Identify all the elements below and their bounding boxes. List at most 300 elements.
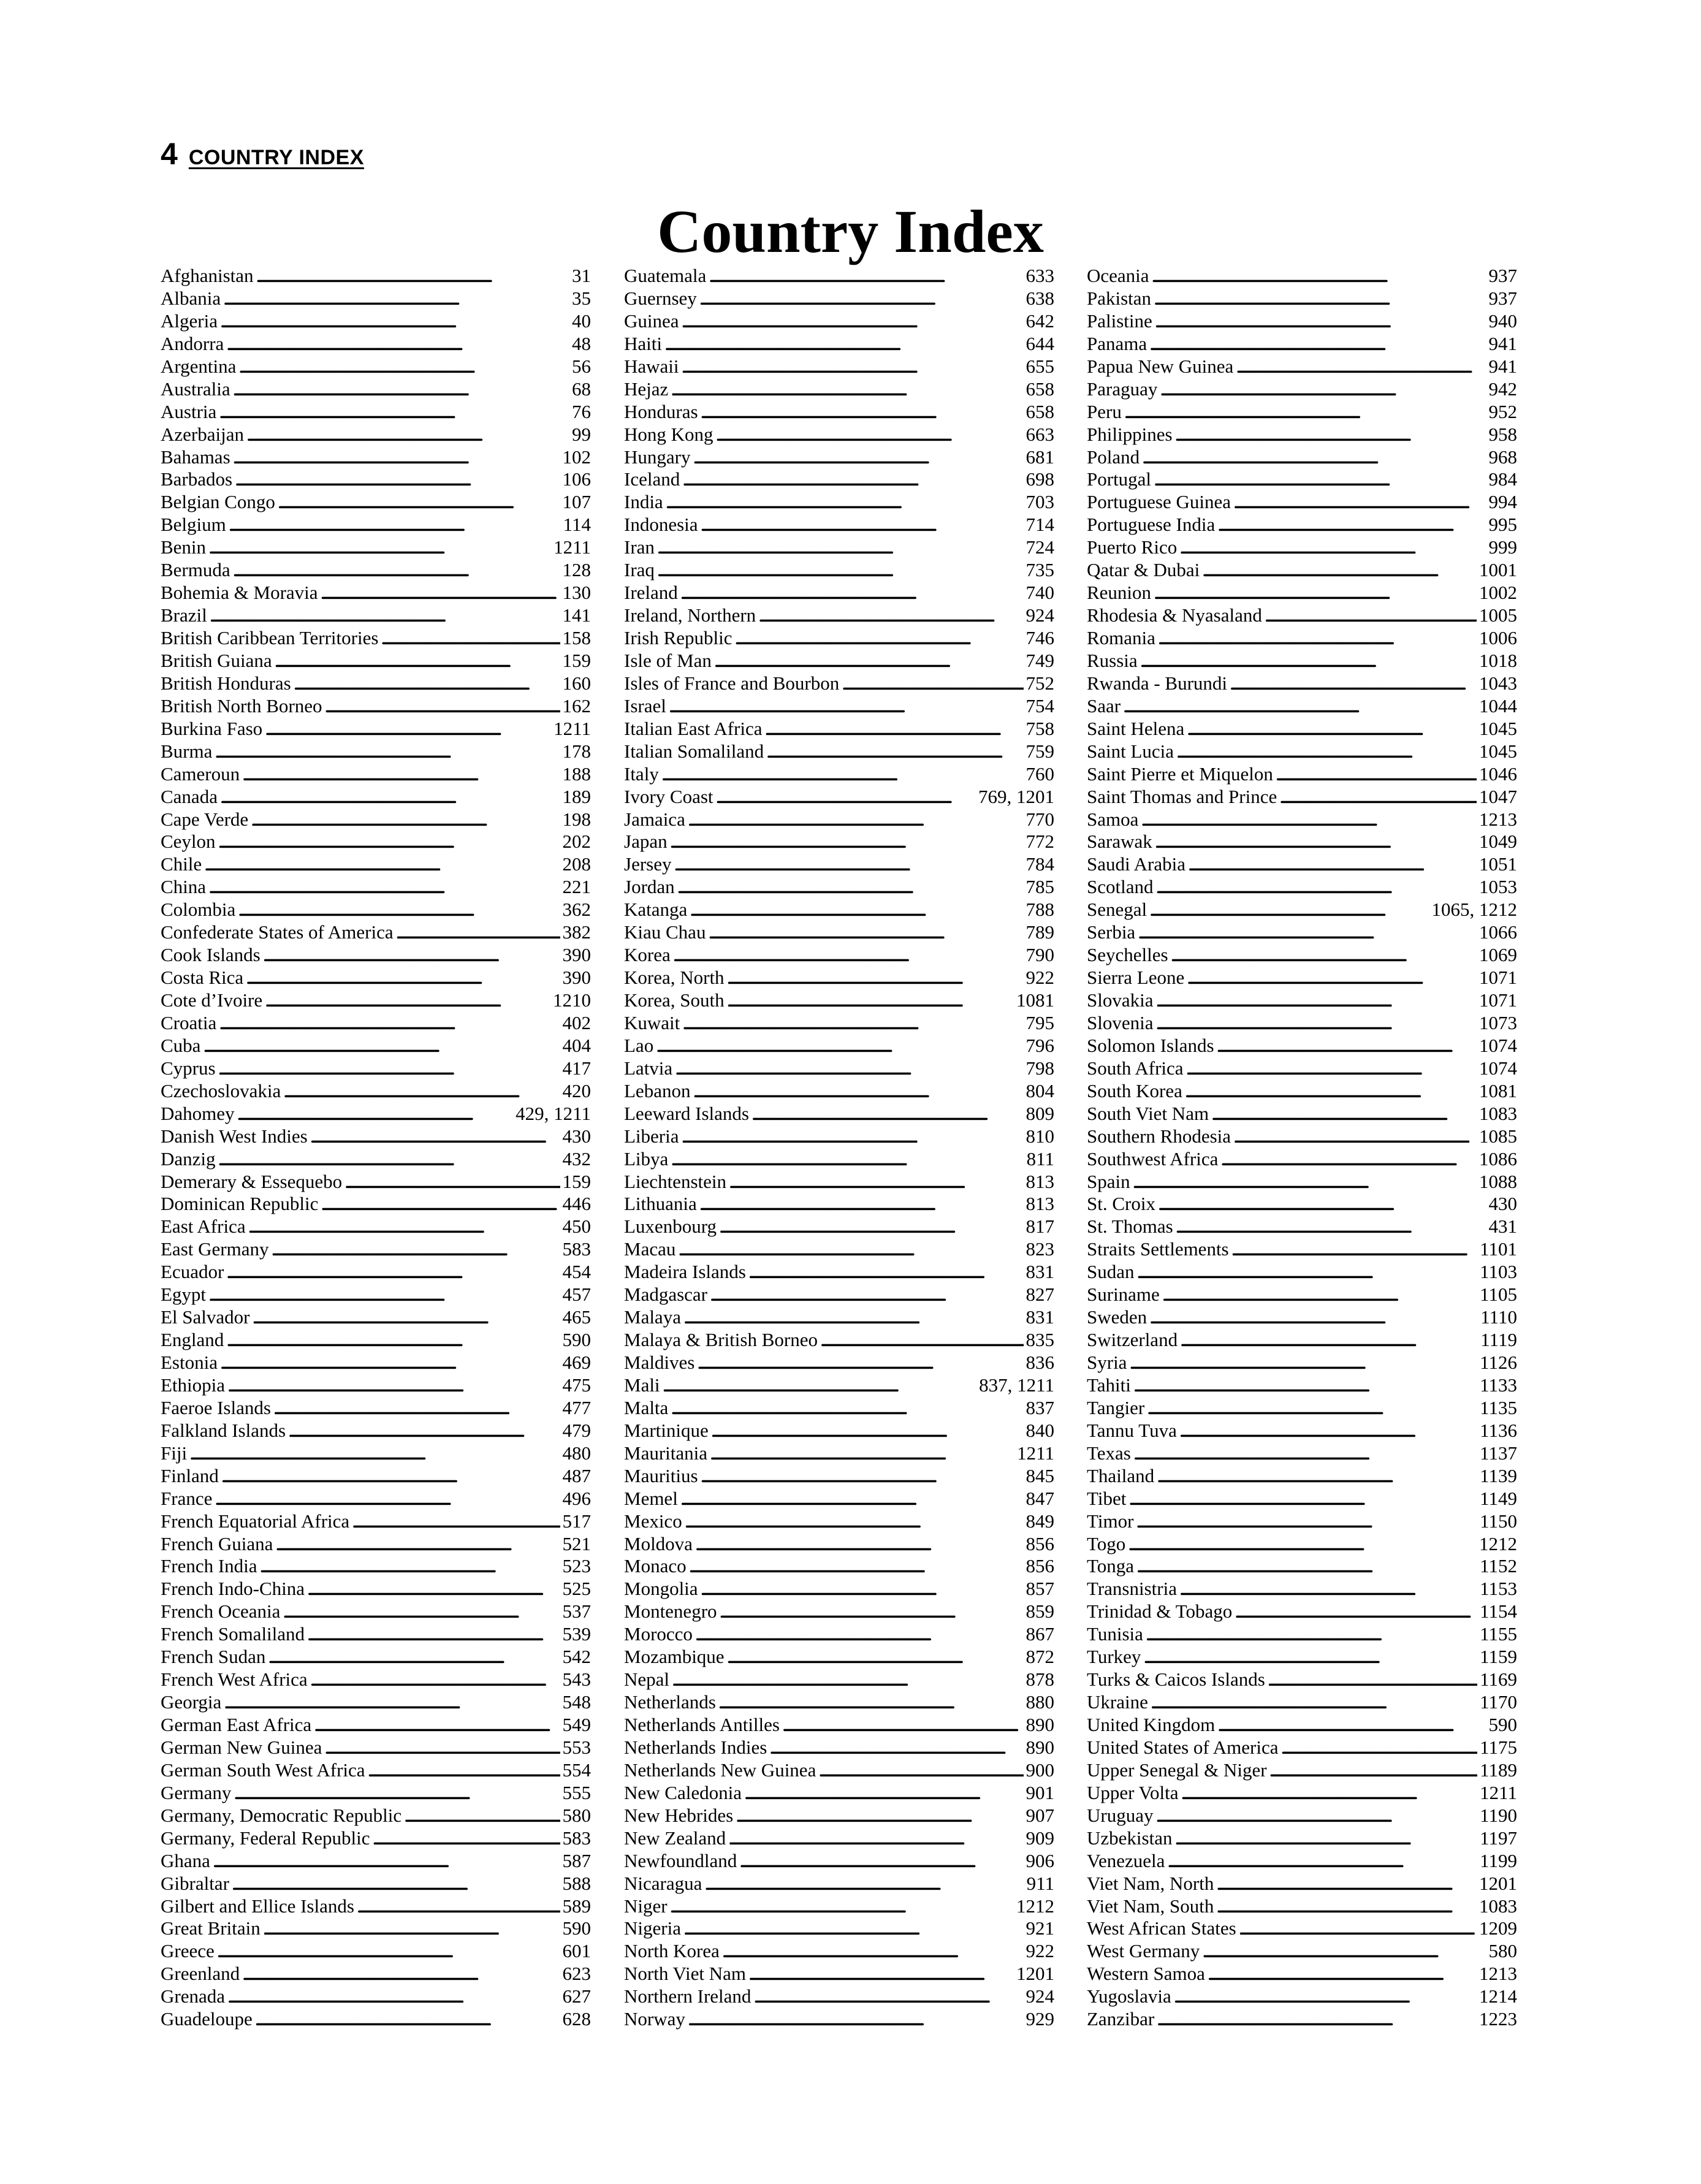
country-name: Estonia: [161, 1352, 218, 1373]
dot-leader: [1172, 1827, 1477, 1850]
index-entry: [1087, 809, 1517, 831]
dot-leader: [1214, 1035, 1477, 1057]
page-ref: 847: [1026, 1487, 1054, 1509]
country-name: Latvia: [624, 1057, 673, 1079]
index-entry: [161, 1963, 591, 1985]
index-entry: [161, 333, 591, 356]
dot-leader: [672, 1057, 1023, 1080]
country-name: Qatar & Dubai: [1087, 559, 1200, 581]
country-name: Switzerland: [1087, 1329, 1178, 1351]
index-entry: [624, 1759, 1054, 1782]
dot-leader: [675, 876, 1024, 899]
dot-leader: [746, 1963, 1014, 1985]
dot-leader: [226, 514, 561, 536]
country-name: Lithuania: [624, 1193, 697, 1215]
dot-leader: [1178, 1329, 1478, 1352]
page-ref: 724: [1026, 536, 1054, 558]
index-entry: [161, 1691, 591, 1714]
index-entry: [1087, 1329, 1517, 1352]
dot-leader: [281, 1080, 560, 1103]
dot-leader: [1267, 1759, 1478, 1782]
dot-leader: [246, 1216, 560, 1238]
dot-leader: [1215, 1714, 1486, 1737]
dot-leader: [733, 627, 1024, 650]
dot-leader: [1227, 672, 1477, 695]
page-ref: 1081: [1479, 1079, 1517, 1102]
country-name: Macau: [624, 1238, 676, 1260]
page-ref: 642: [1026, 310, 1054, 332]
index-entry: [161, 740, 591, 763]
page-ref: 159: [562, 1170, 591, 1192]
country-name: Germany, Federal Republic: [161, 1827, 370, 1849]
index-entry: [1087, 1148, 1517, 1171]
page-ref: 849: [1026, 1510, 1054, 1532]
index-entry: [1087, 876, 1517, 899]
page-ref: 1002: [1479, 582, 1517, 604]
index-entry: [161, 1171, 591, 1193]
dot-leader: [218, 1352, 560, 1374]
index-entry: [1087, 265, 1517, 287]
country-name: Kiau Chau: [624, 921, 706, 943]
country-name: Moldova: [624, 1532, 693, 1554]
index-entry: [161, 1714, 591, 1737]
dot-leader: [716, 1691, 1024, 1714]
index-entry: [624, 1103, 1054, 1125]
page-ref: 141: [562, 604, 591, 626]
dot-leader: [1173, 1216, 1486, 1238]
index-entry: [1087, 1940, 1517, 1963]
page-ref: 840: [1026, 1419, 1054, 1441]
index-entry: [624, 1080, 1054, 1103]
country-name: Guadeloupe: [161, 2008, 253, 2030]
page-ref: 1154: [1480, 1600, 1517, 1623]
dot-leader: [1160, 1284, 1477, 1306]
country-name: Reunion: [1087, 582, 1152, 604]
dot-leader: [215, 1940, 560, 1963]
page-ref: 1005: [1479, 604, 1517, 626]
country-name: British Honduras: [161, 672, 291, 694]
country-name: El Salvador: [161, 1306, 250, 1328]
index-entry: [1087, 310, 1517, 333]
dot-leader: [229, 1873, 560, 1895]
country-name: Serbia: [1087, 921, 1136, 943]
page-ref: 158: [562, 627, 591, 649]
country-name: Israel: [624, 694, 666, 717]
dot-leader: [725, 967, 1024, 989]
page-ref: 402: [562, 1011, 591, 1033]
page-ref: 590: [562, 1917, 591, 1939]
dot-leader: [1265, 1668, 1477, 1691]
country-name: Canada: [161, 785, 218, 807]
country-name: Puerto Rico: [1087, 536, 1178, 558]
country-name: Sweden: [1087, 1306, 1147, 1328]
dot-leader: [1215, 514, 1486, 536]
index-entry: [624, 1533, 1054, 1556]
index-entry: [1087, 989, 1517, 1012]
page-ref: 789: [1026, 921, 1054, 943]
country-name: Austria: [161, 400, 217, 422]
dot-leader: [1147, 333, 1486, 356]
index-entry: [161, 1805, 591, 1827]
country-name: Iceland: [624, 468, 680, 490]
index-entry: [624, 424, 1054, 446]
index-entry: [1087, 627, 1517, 650]
dot-leader: [378, 627, 560, 650]
country-name: Korea, South: [624, 989, 725, 1011]
index-entry: [1087, 740, 1517, 763]
country-name: Ireland: [624, 582, 678, 604]
dot-leader: [1127, 1352, 1477, 1374]
index-entry: [624, 1985, 1054, 2008]
dot-leader: [681, 1306, 1024, 1329]
index-entry: [624, 1261, 1054, 1284]
index-entry: [1087, 853, 1517, 876]
index-entry: [161, 514, 591, 536]
page-ref: 952: [1488, 400, 1517, 422]
index-entry: [1087, 1306, 1517, 1329]
index-entry: [624, 967, 1054, 989]
page-ref: 1018: [1479, 649, 1517, 671]
dot-leader: [244, 424, 569, 446]
page-ref: 922: [1026, 967, 1054, 989]
country-name: British North Borneo: [161, 694, 322, 717]
index-entry: [1087, 491, 1517, 514]
page-ref: 432: [562, 1147, 591, 1170]
index-entry: [624, 650, 1054, 672]
index-entry: [1087, 1533, 1517, 1556]
dot-leader: [717, 1216, 1024, 1238]
index-entry: [161, 1533, 591, 1556]
page-ref: 523: [562, 1555, 591, 1577]
country-name: Venezuela: [1087, 1849, 1165, 1871]
page-ref: 548: [562, 1691, 591, 1713]
dot-leader: [1154, 2008, 1477, 2031]
country-name: Dahomey: [161, 1102, 235, 1124]
dot-leader: [694, 1352, 1023, 1374]
country-name: Greece: [161, 1940, 215, 1962]
country-name: Solomon Islands: [1087, 1034, 1214, 1056]
page-ref: 1073: [1479, 1011, 1517, 1033]
page-ref: 1170: [1480, 1691, 1517, 1713]
page-ref: 1083: [1479, 1895, 1517, 1917]
running-head: [161, 136, 364, 172]
page-ref: 1149: [1480, 1487, 1517, 1509]
page-ref: 1209: [1479, 1917, 1517, 1939]
index-entry: [1087, 718, 1517, 740]
dot-leader: [764, 740, 1023, 763]
dot-leader: [262, 718, 551, 740]
index-entry: [624, 1216, 1054, 1238]
dot-leader: [698, 401, 1024, 424]
index-entry: [624, 853, 1054, 876]
page-number: 4: [161, 137, 178, 171]
page-ref: 1086: [1479, 1147, 1517, 1170]
dot-leader: [679, 356, 1024, 378]
country-name: Lebanon: [624, 1079, 691, 1102]
country-name: Sudan: [1087, 1261, 1135, 1283]
index-entry: [624, 1782, 1054, 1805]
dot-leader: [1171, 1985, 1477, 2008]
index-entry: [161, 1737, 591, 1759]
dot-leader: [1148, 1691, 1477, 1714]
country-name: German South West Africa: [161, 1759, 365, 1781]
page-ref: 770: [1026, 808, 1054, 830]
dot-leader: [202, 853, 560, 876]
index-entry: [161, 1057, 591, 1080]
country-name: Confederate States of America: [161, 921, 394, 943]
page-ref: 1085: [1479, 1125, 1517, 1147]
index-entry: [161, 265, 591, 287]
index-entry: [1087, 1397, 1517, 1420]
country-name: Ukraine: [1087, 1691, 1148, 1713]
dot-leader: [254, 265, 569, 287]
dot-leader: [662, 333, 1024, 356]
page-ref: 796: [1026, 1034, 1054, 1056]
index-entry: [1087, 2008, 1517, 2031]
index-entry: [624, 446, 1054, 469]
index-entry: [161, 1397, 591, 1420]
dot-leader: [1151, 287, 1486, 310]
index-entry: [1087, 1488, 1517, 1510]
country-name: Bermuda: [161, 559, 230, 581]
index-entry: [161, 1600, 591, 1623]
index-entry: [1087, 401, 1517, 424]
index-entry: [1087, 1125, 1517, 1148]
page-ref: 795: [1026, 1011, 1054, 1033]
dot-leader: [235, 899, 560, 921]
index-entry: [1087, 356, 1517, 378]
index-entry: [1087, 1193, 1517, 1216]
country-name: Western Samoa: [1087, 1963, 1205, 1985]
page-ref: 76: [572, 400, 591, 422]
country-name: Texas: [1087, 1442, 1131, 1464]
dot-leader: [230, 446, 560, 469]
country-name: Portuguese India: [1087, 514, 1216, 536]
dot-leader: [394, 921, 560, 944]
page-ref: 549: [562, 1714, 591, 1735]
index-entry: [161, 1284, 591, 1306]
index-entry: [161, 1012, 591, 1035]
dot-leader: [1143, 1623, 1477, 1646]
page-ref: 382: [562, 921, 591, 943]
index-entry: [161, 1850, 591, 1873]
page-ref: 56: [572, 355, 591, 377]
country-name: Hong Kong: [624, 423, 714, 445]
dot-leader: [207, 604, 560, 627]
country-name: China: [161, 876, 207, 898]
dot-leader: [273, 1533, 560, 1556]
country-name: French Oceania: [161, 1600, 281, 1623]
dot-leader: [746, 1261, 1024, 1284]
page-ref: 1211: [1480, 1781, 1517, 1803]
dot-leader: [1168, 944, 1477, 967]
dot-leader: [698, 1465, 1024, 1488]
page-ref: 554: [562, 1759, 591, 1781]
index-entry: [161, 1148, 591, 1171]
page-ref: 601: [562, 1940, 591, 1962]
country-name: Netherlands Indies: [624, 1736, 767, 1758]
page-ref: 198: [562, 808, 591, 830]
index-entry: [624, 1374, 1054, 1397]
country-name: Morocco: [624, 1623, 693, 1645]
dot-leader: [248, 809, 560, 831]
dot-leader: [1121, 695, 1477, 718]
page-ref: 937: [1488, 287, 1517, 309]
dot-leader: [707, 1442, 1014, 1465]
index-entry: [161, 1193, 591, 1216]
dot-leader: [1147, 899, 1429, 921]
country-name: Iran: [624, 536, 655, 558]
dot-leader: [742, 1782, 1024, 1805]
country-name: Tangier: [1087, 1396, 1145, 1418]
index-entry: [624, 1873, 1054, 1895]
country-name: St. Croix: [1087, 1193, 1155, 1215]
country-name: Madeira Islands: [624, 1261, 746, 1283]
country-name: Italian East Africa: [624, 717, 763, 739]
index-entry: [161, 1420, 591, 1442]
country-name: Rhodesia & Nyasaland: [1087, 604, 1262, 626]
index-column-2: [624, 265, 1054, 2031]
dot-leader: [1262, 604, 1477, 627]
index-entry: [624, 1578, 1054, 1600]
dot-leader: [678, 582, 1024, 604]
dot-leader: [401, 1805, 560, 1827]
page-ref: 1105: [1480, 1284, 1517, 1306]
dot-leader: [1200, 1940, 1486, 1963]
country-name: French Guiana: [161, 1532, 273, 1554]
page-ref: 465: [562, 1306, 591, 1328]
page-ref: 880: [1026, 1691, 1054, 1713]
page-ref: 941: [1488, 332, 1517, 354]
page-ref: 1081: [1016, 989, 1054, 1011]
country-name: Syria: [1087, 1352, 1127, 1373]
dot-leader: [1141, 1646, 1477, 1668]
country-name: Pakistan: [1087, 287, 1152, 309]
page-ref: 772: [1026, 831, 1054, 853]
page-ref: 188: [562, 763, 591, 785]
page-ref: 809: [1026, 1102, 1054, 1124]
dot-leader: [261, 1917, 560, 1940]
dot-leader: [1177, 536, 1486, 559]
country-name: Mauritius: [624, 1464, 698, 1486]
index-entry: [624, 1850, 1054, 1873]
index-entry: [161, 2008, 591, 2031]
page-ref: 1133: [1480, 1374, 1517, 1396]
page-ref: 941: [1488, 355, 1517, 377]
page-ref: 872: [1026, 1646, 1054, 1668]
country-name: Cape Verde: [161, 808, 249, 830]
index-entry: [1087, 1917, 1517, 1940]
page-ref: 477: [562, 1396, 591, 1418]
index-entry: [624, 1238, 1054, 1261]
page-ref: 1044: [1479, 694, 1517, 717]
dot-leader: [365, 1759, 560, 1782]
country-name: Korea, North: [624, 967, 725, 989]
index-entry: [1087, 1352, 1517, 1374]
country-name: New Caledonia: [624, 1781, 742, 1803]
dot-leader: [1140, 446, 1486, 469]
index-entry: [161, 695, 591, 718]
index-entry: [161, 1782, 591, 1805]
index-entry: [624, 921, 1054, 944]
index-entry: [1087, 1646, 1517, 1668]
page-ref: 1201: [1479, 1872, 1517, 1894]
dot-leader: [206, 536, 551, 559]
page-ref: 553: [562, 1736, 591, 1758]
country-name: Mozambique: [624, 1646, 725, 1668]
dot-leader: [668, 1397, 1023, 1420]
country-name: Haiti: [624, 332, 662, 354]
page-ref: 1214: [1479, 1985, 1517, 2007]
country-name: Germany: [161, 1781, 232, 1803]
index-entry: [1087, 1985, 1517, 2008]
page-ref: 496: [562, 1487, 591, 1509]
dot-leader: [1125, 1533, 1477, 1556]
dot-leader: [693, 1623, 1024, 1646]
country-name: Libya: [624, 1147, 669, 1170]
country-name: South Africa: [1087, 1057, 1184, 1079]
dot-leader: [767, 1737, 1023, 1759]
country-name: Mauritania: [624, 1442, 708, 1464]
page-ref: 35: [572, 287, 591, 309]
index-entry: [624, 582, 1054, 604]
page-ref: 543: [562, 1668, 591, 1691]
dot-leader: [693, 1533, 1024, 1556]
page-ref: 362: [562, 899, 591, 921]
country-name: Ceylon: [161, 831, 216, 853]
index-entry: [161, 1080, 591, 1103]
country-name: Gilbert and Ellice Islands: [161, 1895, 354, 1917]
dot-leader: [737, 1850, 1023, 1873]
country-name: Indonesia: [624, 514, 698, 536]
country-name: Argentina: [161, 355, 237, 377]
dot-leader: [655, 536, 1024, 559]
country-name: St. Thomas: [1087, 1216, 1173, 1238]
country-name: Katanga: [624, 899, 688, 921]
dot-leader: [714, 424, 1024, 446]
country-name: Panama: [1087, 332, 1147, 354]
country-name: United States of America: [1087, 1736, 1279, 1758]
dot-leader: [682, 1510, 1024, 1533]
index-entry: [161, 1035, 591, 1057]
index-entry: [161, 1555, 591, 1578]
index-entry: [1087, 1284, 1517, 1306]
country-name: Cote d’Ivoire: [161, 989, 263, 1011]
dot-leader: [1144, 1397, 1477, 1420]
page-ref: 804: [1026, 1079, 1054, 1102]
page-ref: 1189: [1480, 1759, 1517, 1781]
dot-leader: [659, 763, 1024, 786]
country-name: Slovenia: [1087, 1011, 1154, 1033]
index-entry: [1087, 468, 1517, 491]
page-ref: 590: [1488, 1714, 1517, 1735]
dot-leader: [733, 1805, 1023, 1827]
page-ref: 758: [1026, 717, 1054, 739]
index-entry: [624, 536, 1054, 559]
country-name: Samoa: [1087, 808, 1139, 830]
dot-leader: [216, 831, 560, 853]
country-name: Netherlands New Guinea: [624, 1759, 816, 1781]
country-name: Malaya: [624, 1306, 681, 1328]
country-name: Fiji: [161, 1442, 188, 1464]
dot-leader: [225, 1985, 560, 2008]
page-ref: 924: [1026, 1985, 1054, 2007]
country-name: Palistine: [1087, 310, 1152, 332]
dot-leader: [698, 514, 1024, 536]
page-ref: 813: [1026, 1170, 1054, 1192]
index-entry: [161, 1374, 591, 1397]
dot-leader: [219, 1465, 560, 1488]
